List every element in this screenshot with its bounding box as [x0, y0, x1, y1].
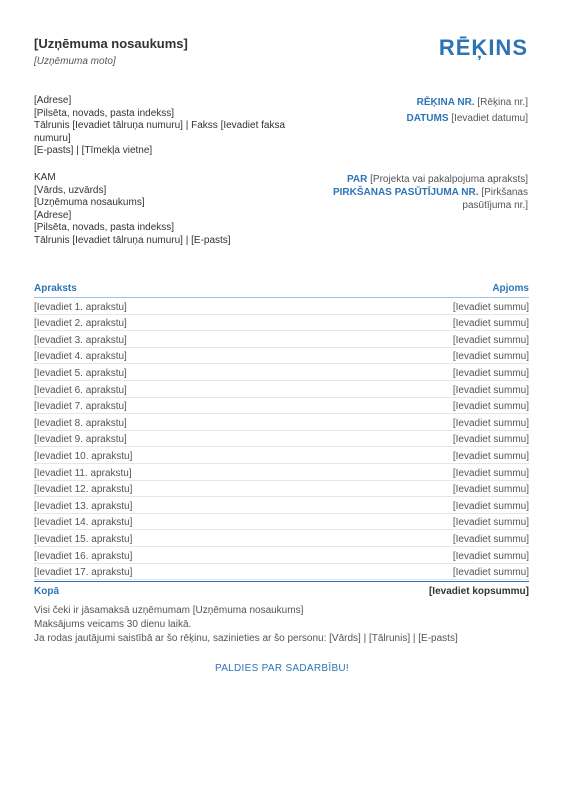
table-row: [34, 431, 529, 448]
recipient-heading: KAM: [34, 172, 56, 183]
row-description: [Ievadiet 8. aprakstu]: [34, 417, 127, 429]
recipient-company: [Uzņēmuma nosaukums]: [34, 197, 145, 208]
row-amount: [Ievadiet summu]: [452, 467, 529, 479]
row-description: [Ievadiet 11. aprakstu]: [34, 467, 132, 479]
total-value: [Ievadiet kopsummu]: [428, 586, 529, 598]
table-total-row: [34, 581, 529, 597]
row-amount: [Ievadiet summu]: [452, 417, 529, 429]
table-row: [34, 414, 529, 431]
column-header-description: Apraksts: [34, 283, 77, 294]
table-row: [34, 547, 529, 564]
row-amount: [Ievadiet summu]: [452, 567, 529, 579]
company-motto: [Uzņēmuma moto]: [34, 56, 116, 67]
recipient-name: [Vārds, uzvārds]: [34, 184, 107, 196]
table-row: [34, 514, 529, 531]
invoice-number-row: [298, 95, 528, 111]
table-row: [34, 564, 529, 581]
note-contact: Ja rodas jautājumi saistībā ar šo rēķinu, sazinieties ar šo personu: [Vārds] | [Tālrunis] | [E-pasts]: [34, 633, 458, 644]
row-description: [Ievadiet 10. aprakstu]: [34, 450, 133, 462]
row-description: [Ievadiet 1. aprakstu]: [34, 301, 127, 313]
row-description: [Ievadiet 4. aprakstu]: [34, 351, 127, 363]
invoice-date-row: [298, 111, 528, 127]
row-description: [Ievadiet 3. aprakstu]: [34, 334, 127, 346]
invoice-date-value: [Ievadiet datumu]: [451, 113, 528, 124]
row-description: [Ievadiet 16. aprakstu]: [34, 550, 133, 562]
po-label: PIRKŠANAS PASŪTĪJUMA NR.: [332, 187, 479, 198]
row-description: [Ievadiet 2. aprakstu]: [34, 318, 127, 330]
table-row: [34, 530, 529, 547]
sender-email-web-line: [E-pasts] | [Tīmekļa vietne]: [34, 145, 153, 156]
row-description: [Ievadiet 9. aprakstu]: [34, 434, 127, 446]
row-amount: [Ievadiet summu]: [452, 367, 529, 379]
row-amount: [Ievadiet summu]: [452, 334, 529, 346]
table-row: [34, 364, 529, 381]
note-checks: Visi čeki ir jāsamaksā uzņēmumam [Uzņēmuma nosaukums]: [34, 605, 304, 616]
table-row: [34, 398, 529, 415]
row-description: [Ievadiet 15. aprakstu]: [34, 533, 133, 545]
row-description: [Ievadiet 17. aprakstu]: [34, 567, 133, 579]
row-amount: [Ievadiet summu]: [452, 384, 529, 396]
invoice-meta: [298, 95, 528, 127]
row-amount: [Ievadiet summu]: [452, 434, 529, 446]
note-terms: Maksājums veicams 30 dienu laikā.: [34, 619, 192, 630]
total-label: Kopā: [34, 586, 59, 598]
po-row: [298, 186, 528, 212]
row-amount: [Ievadiet summu]: [452, 301, 529, 313]
row-description: [Ievadiet 12. aprakstu]: [34, 484, 133, 496]
row-description: [Ievadiet 14. aprakstu]: [34, 517, 133, 529]
row-amount: [Ievadiet summu]: [452, 351, 529, 363]
for-value: [Projekta vai pakalpojuma apraksts]: [370, 174, 528, 185]
invoice-date-label: DATUMS: [406, 113, 449, 124]
row-amount: [Ievadiet summu]: [452, 500, 529, 512]
po-value: [Pirkšanas pasūtījuma nr.]: [462, 187, 528, 211]
table-row: [34, 331, 529, 348]
sender-phone-fax-line: Tālrunis [Ievadiet tālruņa numuru] | Fakss [Ievadiet faksa numuru]: [34, 120, 286, 144]
row-amount: [Ievadiet summu]: [452, 484, 529, 496]
for-label: PAR: [346, 174, 368, 185]
row-description: [Ievadiet 6. aprakstu]: [34, 384, 127, 396]
sender-address: [34, 95, 304, 158]
row-amount: [Ievadiet summu]: [452, 450, 529, 462]
row-description: [Ievadiet 13. aprakstu]: [34, 500, 133, 512]
row-amount: [Ievadiet summu]: [452, 550, 529, 562]
recipient-contact: Tālrunis [Ievadiet tālruņa numuru] | [E-pasts]: [34, 234, 231, 246]
payment-notes: [34, 604, 534, 646]
row-description: [Ievadiet 5. aprakstu]: [34, 367, 127, 379]
recipient-address: [Adrese]: [34, 209, 72, 221]
company-name: [Uzņēmuma nosaukums]: [34, 36, 188, 51]
for-row: [298, 173, 528, 186]
invoice-title: RĒĶINS: [438, 35, 528, 60]
table-row: [34, 497, 529, 514]
thank-you-message: PALDIES PAR SADARBĪBU!: [214, 663, 350, 674]
table-row: [34, 315, 529, 332]
line-items-table: [34, 283, 529, 597]
row-amount: [Ievadiet summu]: [452, 401, 529, 413]
sender-address-line: [Adrese]: [34, 95, 72, 106]
table-row: [34, 348, 529, 365]
table-row: [34, 381, 529, 398]
invoice-number-value: [Rēķina nr.]: [477, 97, 528, 108]
row-amount: [Ievadiet summu]: [452, 517, 529, 529]
table-row: [34, 298, 529, 315]
table-row: [34, 464, 529, 481]
table-row: [34, 481, 529, 498]
table-row: [34, 447, 529, 464]
for-block: [298, 173, 528, 212]
column-header-amount: Apjoms: [492, 283, 529, 294]
row-description: [Ievadiet 7. aprakstu]: [34, 401, 127, 413]
row-amount: [Ievadiet summu]: [452, 318, 529, 330]
recipient-block: [34, 172, 314, 247]
row-amount: [Ievadiet summu]: [452, 533, 529, 545]
invoice-number-label: RĒĶINA NR.: [416, 97, 475, 108]
sender-city-line: [Pilsēta, novads, pasta indekss]: [34, 107, 175, 119]
recipient-city: [Pilsēta, novads, pasta indekss]: [34, 222, 175, 233]
table-body: [34, 298, 529, 580]
table-header: [34, 283, 529, 298]
